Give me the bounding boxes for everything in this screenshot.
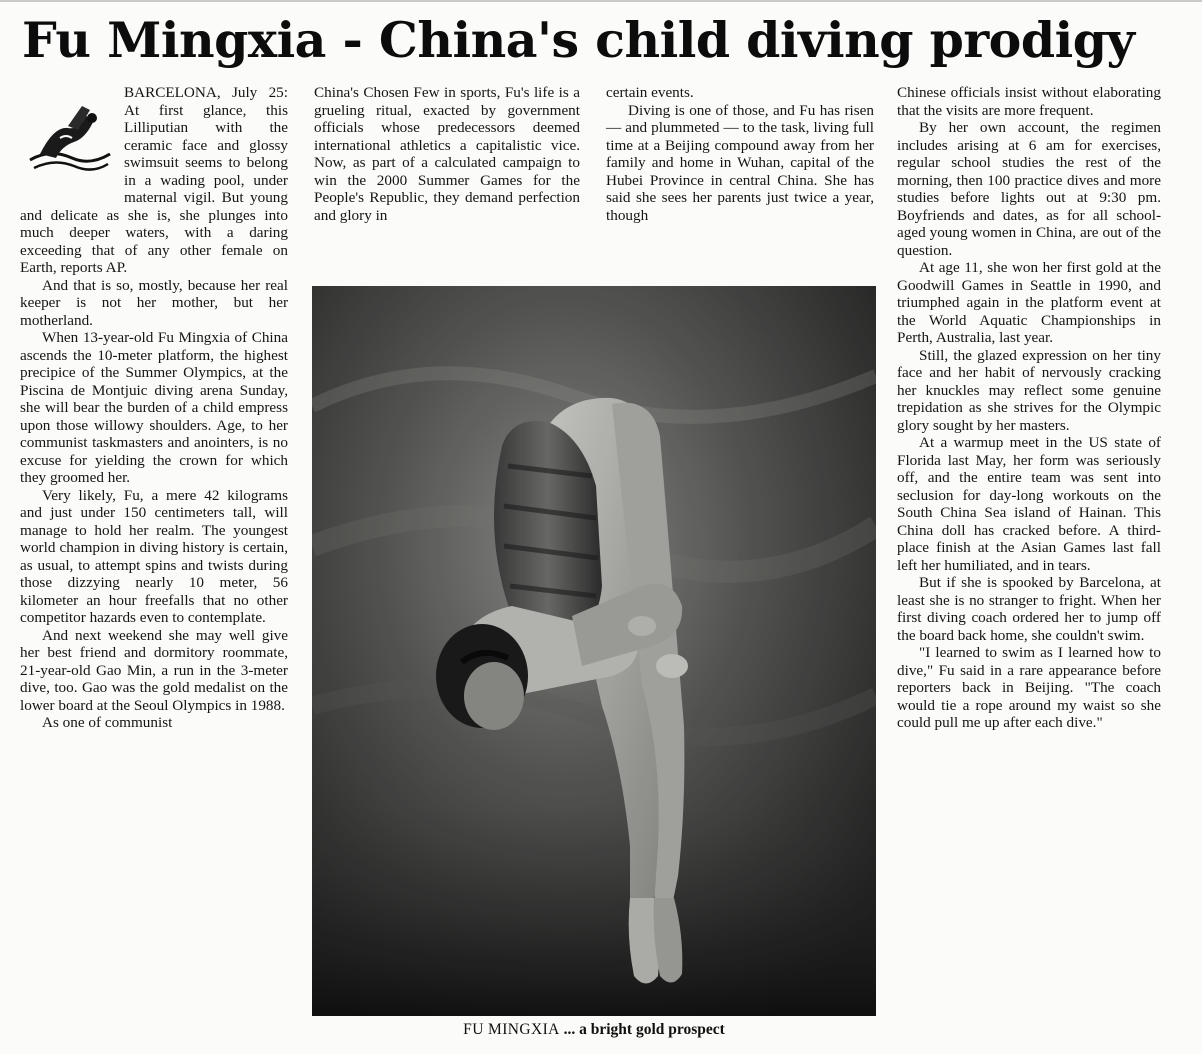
col4-para-3: At age 11, she won her first gold at the Goodwill Games in Seattle in 1990, and triumphed again in the platform event at the World Aquatic Championships in Perth, Australia, last year. (897, 259, 1161, 346)
col1-para-1: At first glance, this Lilliputian with the ceramic face and glossy swimsuit seems to belong in a wading pool, under maternal vigil. But young and delicate as she is, she plunges into much deeper waters, with a daring exceeding that of any other female on Earth, reports AP. (20, 101, 288, 276)
diver-photo-graphic (312, 286, 876, 1016)
diver-logo-icon (20, 98, 116, 190)
caption-name: FU MINGXIA (463, 1021, 560, 1038)
caption-text: ... a bright gold prospect (563, 1021, 725, 1038)
col4-para-5: At a warmup meet in the US state of Florida last May, her form was seriously off, and the entire team was sent into seclusion for day-long workouts on the South China Sea island of Hainan. This China doll has cracked before. A third-place finish at the Asian Games last fall left her humiliated, and in tears. (897, 434, 1161, 574)
col4-para-7: "I learned to swim as I learned how to dive," Fu said in a rare appearance before reporters back in Beijing. "The coach would tie a rope around my waist so she could pull me up after each dive." (897, 644, 1161, 731)
column-4 (897, 84, 1161, 1044)
column-3 (606, 84, 874, 274)
diver-photo (312, 286, 876, 1016)
col2-para-1: China's Chosen Few in sports, Fu's life is a grueling ritual, exacted by government officials whose predecessors deemed international athletics a capitalistic vice. Now, as part of a calculated campaign to win the 2000 Summer Games for the People's Republic, they demand perfection and glory in (314, 84, 580, 224)
col4-para-2: By her own account, the regimen includes arising at 6 am for exercises, regular school studies the rest of the morning, then 100 practice dives and more studies before lights out at 9:30 pm. Boyfriends and dates, as for all school-aged young women in China, are out of the question. (897, 119, 1161, 259)
col3-para-1: certain events. (606, 84, 694, 101)
col1-para-4: Very likely, Fu, a mere 42 kilograms and just under 150 centimeters tall, will manage to hold her realm. The youngest world champion in diving history is certain, as usual, to attempt spins and twists during those dizzying nearly 10 meter, 56 kilometer an hour freefalls that no other competitor hazards even to contemplate. (20, 486, 288, 626)
photo-caption (312, 1020, 876, 1040)
dateline: BARCELONA, July 25: (124, 84, 288, 101)
col1-para-3: When 13-year-old Fu Mingxia of China ascends the 10-meter platform, the highest precipice of the Summer Olympics, at the Piscina de Montjuic diving arena Sunday, she will bear the burden of a child empress upon those willowy shoulders. Age, to her communist taskmasters and anointers, is no excuse for yielding the crown for which they groomed her. (20, 329, 288, 486)
col4-para-6: But if she is spooked by Barcelona, at least she is no stranger to fright. When her first diving coach ordered her to jump off the board back home, she couldn't swim. (897, 574, 1161, 644)
column-2 (314, 84, 580, 274)
col4-para-1: Chinese officials insist without elaborating that the visits are more frequent. (897, 84, 1161, 119)
col3-para-2: Diving is one of those, and Fu has risen — and plummeted — to the task, living full time at a Beijing compound away from her family and home in Wuhan, capital of the Hubei Province in central China. She has said she sees her parents just twice a year, though (606, 101, 874, 224)
col4-para-4: Still, the glazed expression on her tiny face and her habit of nervously cracking her knuckles may reflect some genuine trepidation as she strives for the Olympic glory sought by her masters. (897, 346, 1161, 434)
col1-para-2: And that is so, mostly, because her real keeper is not her mother, but her motherland. (20, 276, 288, 329)
column-1 (20, 84, 288, 1049)
headline: Fu Mingxia - China's child diving prodigy (22, 11, 1135, 69)
col1-para-6: As one of communist (42, 714, 173, 731)
col1-para-5: And next weekend she may well give her best friend and dormitory roommate, 21-year-old Gao Min, a run in the 3-meter dive, too. Gao was the gold medalist on the lower board at the Seoul Olympics in 1988. (20, 626, 288, 714)
